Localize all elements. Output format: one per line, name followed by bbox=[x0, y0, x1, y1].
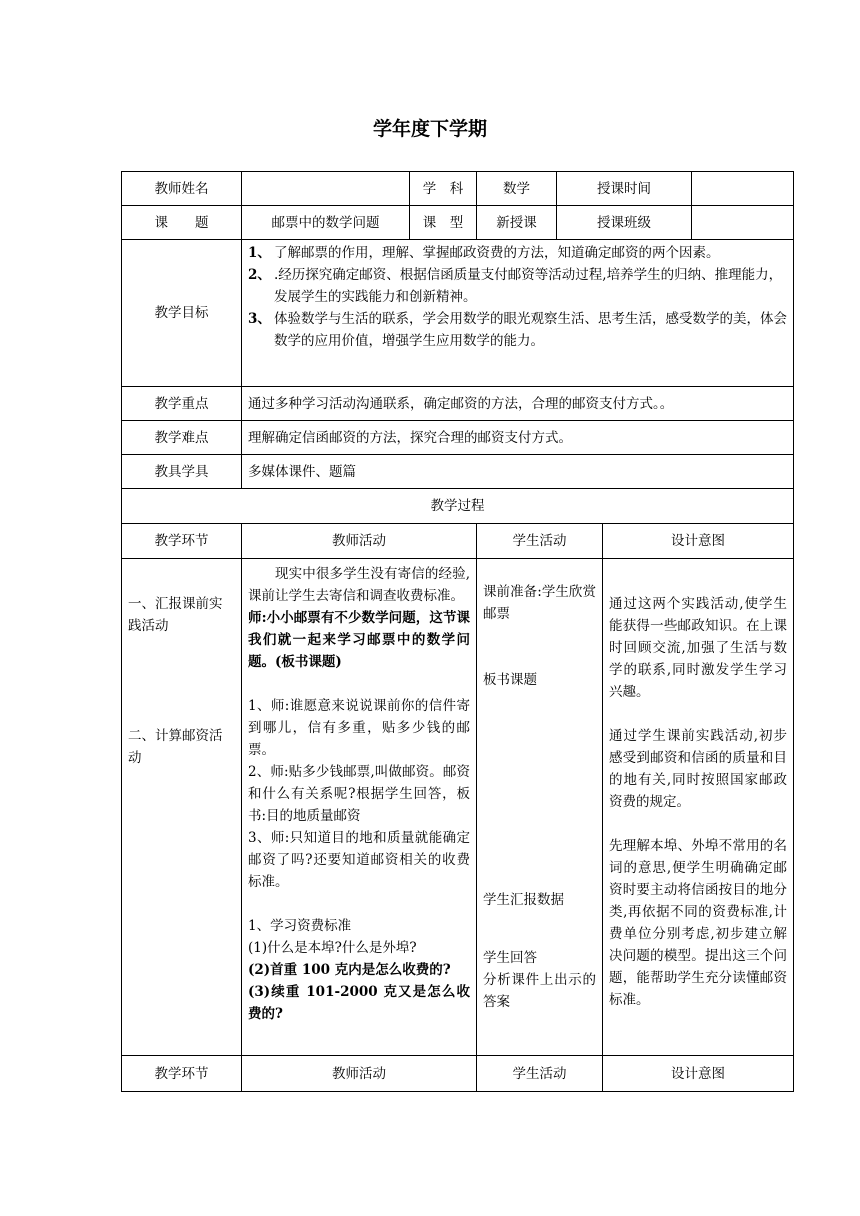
goal-item: 1、 了解邮票的作用，理解、掌握邮政资费的方法，知道确定邮资的两个因素。 bbox=[248, 245, 720, 261]
header-row-2 bbox=[122, 206, 794, 240]
subject-label: 学 科 bbox=[410, 172, 477, 206]
column-student-activity: 学生活动 bbox=[477, 1056, 603, 1092]
goals-content bbox=[242, 240, 794, 387]
column-teacher-activity: 教师活动 bbox=[242, 524, 477, 559]
student-activity: 课前准备:学生欣赏邮票 bbox=[483, 584, 596, 622]
class-time-label: 授课时间 bbox=[557, 172, 692, 206]
teacher-paragraph: (3)续重 101-2000 克又是怎么收费的? bbox=[248, 984, 470, 1022]
teacher-paragraph: 现实中很多学生没有寄信的经验,课前让学生去寄信和调查收费标准。 bbox=[248, 566, 470, 604]
teacher-paragraph: (2)首重 100 克内是怎么收费的? bbox=[248, 962, 451, 978]
student-activity-cell bbox=[477, 559, 603, 1056]
teacher-activity-cell bbox=[242, 559, 477, 1056]
student-activity: 学生汇报数据 bbox=[483, 892, 564, 908]
tools-row bbox=[122, 455, 794, 489]
teacher-paragraph: 1、学习资费标准 bbox=[248, 918, 352, 934]
design-intent-cell bbox=[603, 559, 794, 1056]
student-activity: 板书课题 bbox=[483, 672, 537, 688]
goal-item: 3、 体验数学与生活的联系，学会用数学的眼光观察生活、思考生活，感受数学的美，体会数学的应用价值，增强学生应用数学的能力。 bbox=[248, 311, 787, 349]
topic-label: 课 题 bbox=[122, 206, 242, 240]
process-title-row bbox=[122, 489, 794, 524]
stage-cell bbox=[122, 559, 242, 1056]
tools-value: 多媒体课件、题篇 bbox=[242, 455, 794, 489]
teacher-paragraph: 师:小小邮票有不少数学问题，这节课我们就一起来学习邮票中的数学问题。(板书课题) bbox=[248, 610, 470, 670]
column-design-intent: 设计意图 bbox=[603, 524, 794, 559]
teacher-name-label: 教师姓名 bbox=[122, 172, 242, 206]
design-intent: 先理解本埠、外埠不常用的名词的意思,便学生明确确定邮资时要主动将信函按目的地分类,再依据不同的资费标准,计费单位分别考虑,初步建立解决问题的模型。提出这三个问题，能帮助学生充分读懂邮资标准。 bbox=[609, 838, 787, 1008]
key-points-value: 通过多种学习活动沟通联系，确定邮资的方法，合理的邮资支付方式。。 bbox=[242, 387, 794, 421]
student-activity: 学生回答 bbox=[483, 950, 537, 966]
teacher-paragraph: 3、师:只知道目的地和质量就能确定邮资了吗?还要知道邮资相关的收费标准。 bbox=[248, 830, 470, 890]
tools-label: 教具学具 bbox=[122, 455, 242, 489]
key-points-label: 教学重点 bbox=[122, 387, 242, 421]
stage-1: 一、汇报课前实践活动 bbox=[128, 596, 223, 634]
goals-label: 教学目标 bbox=[122, 240, 242, 387]
column-student-activity: 学生活动 bbox=[477, 524, 603, 559]
difficulties-row bbox=[122, 421, 794, 455]
lesson-plan-table bbox=[121, 171, 794, 1092]
column-stage: 教学环节 bbox=[122, 1056, 242, 1092]
process-content-row bbox=[122, 559, 794, 1056]
column-stage: 教学环节 bbox=[122, 524, 242, 559]
difficulties-label: 教学难点 bbox=[122, 421, 242, 455]
design-intent: 通过这两个实践活动,使学生能获得一些邮政知识。在上课时回顾交流,加强了生活与数学的联系,同时激发学生学习兴趣。 bbox=[609, 596, 787, 700]
subject-value: 数学 bbox=[477, 172, 557, 206]
teacher-paragraph: 1、师:谁愿意来说说课前你的信件寄到哪儿，信有多重，贴多少钱的邮票。 bbox=[248, 698, 470, 758]
teacher-paragraph: 2、师:贴多少钱邮票,叫做邮资。邮资和什么有关系呢?根据学生回答，板书:目的地质量邮资 bbox=[248, 764, 470, 824]
design-intent: 通过学生课前实践活动,初步感受到邮资和信函的质量和目的地有关,同时按照国家邮政资费的规定。 bbox=[609, 728, 787, 810]
difficulties-value: 理解确定信函邮资的方法，探究合理的邮资支付方式。 bbox=[242, 421, 794, 455]
stage-2: 二、计算邮资活动 bbox=[128, 728, 223, 766]
lesson-type-value: 新授课 bbox=[477, 206, 557, 240]
class-label: 授课班级 bbox=[557, 206, 692, 240]
class-value bbox=[692, 206, 794, 240]
teacher-name-value bbox=[242, 172, 410, 206]
page-title: 学年度下学期 bbox=[372, 118, 487, 140]
key-points-row bbox=[122, 387, 794, 421]
goal-item: 2、 .经历探究确定邮资、根据信函质量支付邮资等活动过程,培养学生的归纳、推理能力，发展学生的实践能力和创新精神。 bbox=[248, 267, 783, 305]
column-teacher-activity: 教师活动 bbox=[242, 1056, 477, 1092]
process-title: 教学过程 bbox=[122, 489, 794, 524]
class-time-value bbox=[692, 172, 794, 206]
process-columns-row bbox=[122, 524, 794, 559]
topic-value: 邮票中的数学问题 bbox=[242, 206, 410, 240]
teacher-paragraph: (1)什么是本埠?什么是外埠? bbox=[248, 940, 417, 956]
goals-row bbox=[122, 240, 794, 387]
student-activity: 分析课件上出示的答案 bbox=[483, 972, 596, 1010]
footer-columns-row bbox=[122, 1056, 794, 1092]
lesson-type-label: 课 型 bbox=[410, 206, 477, 240]
column-design-intent: 设计意图 bbox=[603, 1056, 794, 1092]
header-row-1 bbox=[122, 172, 794, 206]
